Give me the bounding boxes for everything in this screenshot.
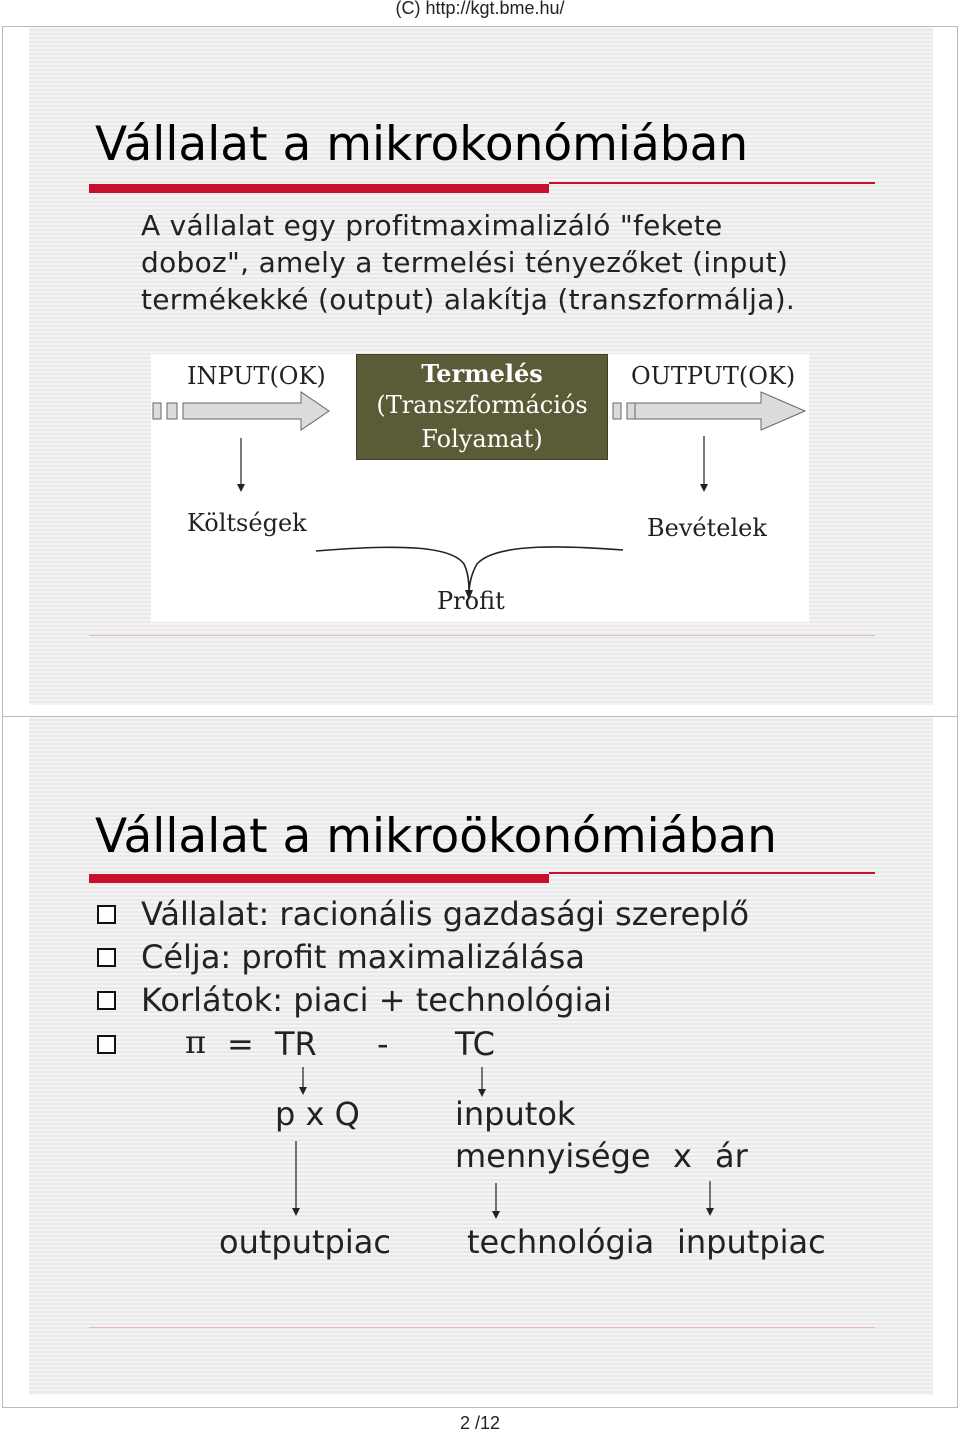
outputpiac-label: outputpiac bbox=[219, 1223, 391, 1261]
equation-minus: - bbox=[377, 1025, 389, 1063]
equation-tr: TR bbox=[275, 1025, 317, 1063]
slide-bottom-rule bbox=[89, 1327, 875, 1328]
input-arrow bbox=[153, 392, 329, 430]
paragraph-line: A vállalat egy profitmaximalizáló "fekete bbox=[141, 209, 723, 242]
production-box-line3: Folyamat) bbox=[421, 425, 543, 453]
slide-title: Vállalat a mikrokonómiában bbox=[95, 117, 749, 172]
title-underline-thick bbox=[89, 184, 549, 193]
tr-expansion: p x Q bbox=[275, 1095, 360, 1133]
page-number: 2 /12 bbox=[459, 1413, 501, 1433]
production-diagram bbox=[151, 354, 809, 622]
output-arrow bbox=[613, 392, 805, 430]
slide-bottom-rule bbox=[89, 635, 875, 636]
intro-paragraph bbox=[141, 207, 795, 318]
slide-1 bbox=[2, 26, 958, 718]
equation-equals: = bbox=[227, 1025, 254, 1063]
tc-expansion-times: x bbox=[673, 1137, 692, 1175]
output-label: OUTPUT(OK) bbox=[631, 362, 796, 390]
tc-expansion-quantity: mennyisége bbox=[455, 1137, 651, 1175]
header-url: (C) http://kgt.bme.hu/ bbox=[395, 0, 565, 18]
tc-expansion-line1: inputok bbox=[455, 1095, 576, 1133]
price-down-arrow bbox=[706, 1181, 714, 1216]
production-box-line2: (Transzformációs bbox=[376, 391, 588, 419]
tr-down-arrow bbox=[299, 1067, 307, 1095]
tc-down-arrow bbox=[478, 1067, 486, 1097]
technologia-label: technológia bbox=[467, 1223, 655, 1261]
bullet-text: Vállalat: racionális gazdasági szereplő bbox=[141, 895, 750, 933]
revenues-down-arrow bbox=[700, 436, 708, 492]
revenues-label: Bevételek bbox=[647, 514, 767, 542]
input-label: INPUT(OK) bbox=[187, 362, 326, 390]
bullet-text: Korlátok: piaci + technológiai bbox=[141, 981, 612, 1019]
equation-arrows bbox=[3, 717, 957, 1407]
costs-label: Költségek bbox=[187, 509, 307, 537]
bullet-text: Célja: profit maximalizálása bbox=[141, 938, 585, 976]
paragraph-line: termékekké (output) alakítja (transzformálja). bbox=[141, 283, 796, 316]
production-box-title: Termelés bbox=[421, 359, 543, 388]
equation-tc: TC bbox=[455, 1025, 496, 1063]
costs-down-arrow bbox=[237, 438, 245, 492]
production-box bbox=[356, 354, 608, 460]
paragraph-line: doboz", amely a termelési tényezőket (input) bbox=[141, 246, 789, 279]
quantity-down-arrow bbox=[492, 1183, 500, 1219]
slide-2 bbox=[2, 716, 958, 1408]
profit-label: Profit bbox=[437, 587, 505, 615]
tc-expansion-price: ár bbox=[715, 1137, 748, 1175]
inputpiac-label: inputpiac bbox=[677, 1223, 826, 1261]
pxq-down-arrow bbox=[292, 1141, 300, 1216]
equation-pi: π bbox=[185, 1023, 207, 1061]
slide-title: Vállalat a mikroökonómiában bbox=[95, 809, 777, 864]
title-underline-thin bbox=[549, 182, 875, 184]
